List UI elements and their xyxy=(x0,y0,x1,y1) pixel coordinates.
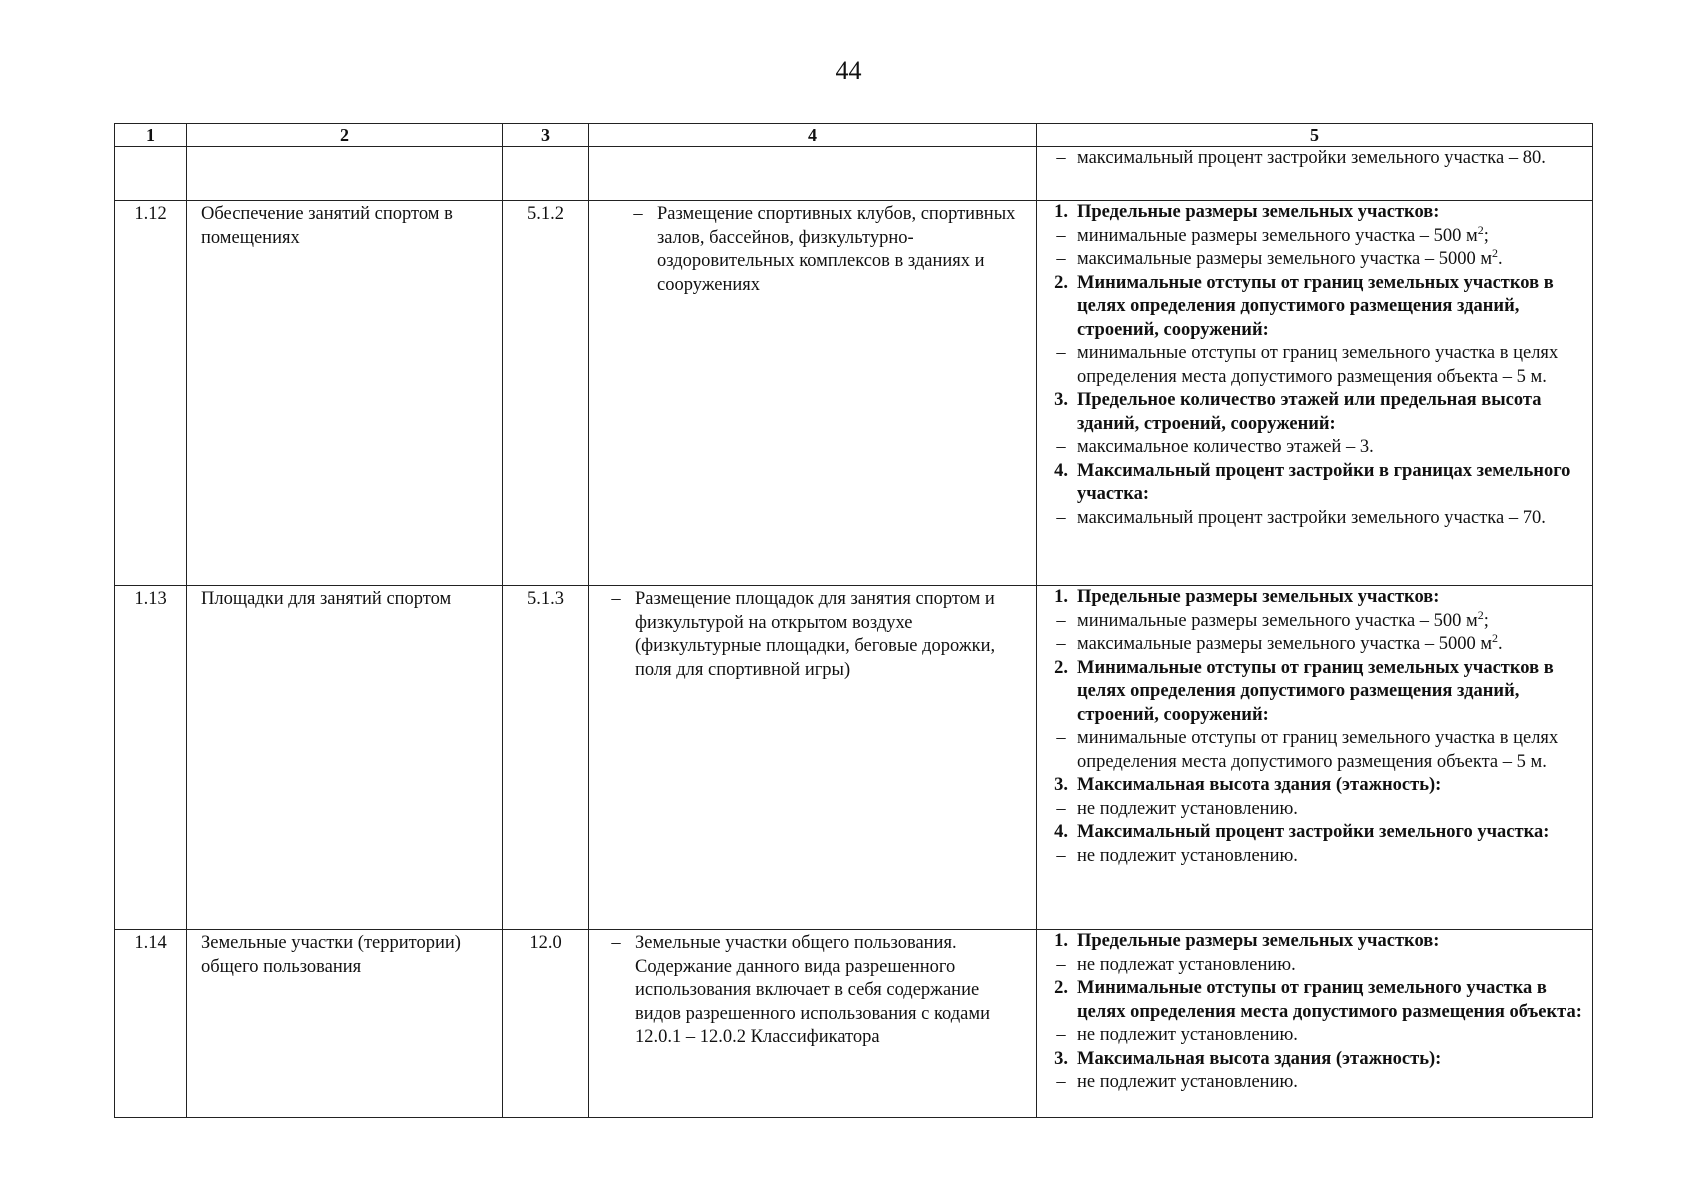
row-number: 1.12 xyxy=(115,201,187,586)
param-text: максимальный процент застройки земельного участка – 70. xyxy=(1077,507,1546,528)
row-description xyxy=(589,930,1037,1118)
param-line xyxy=(1045,954,1582,978)
list-marker: – xyxy=(1056,845,1066,866)
param-line xyxy=(1045,630,1582,657)
land-use-table xyxy=(114,123,1593,1118)
row-name: Земельные участки (территории) общего пользования xyxy=(187,930,503,1118)
param-text: не подлежит установлению. xyxy=(1077,1072,1298,1092)
row-code: 12.0 xyxy=(503,930,589,1118)
list-marker: 2. xyxy=(1054,657,1068,678)
list-marker: – xyxy=(1056,1025,1066,1045)
list-marker: – xyxy=(1056,343,1066,363)
param-text: Максимальная высота здания (этажность): xyxy=(1077,1048,1442,1069)
param-line xyxy=(1045,845,1582,869)
param-text: Минимальные отступы от границ земельных участков в целях определения допустимого размещения зданий, строений, сооружений: xyxy=(1077,657,1554,725)
list-marker: 3. xyxy=(1054,1048,1068,1069)
list-marker: 1. xyxy=(1054,202,1068,222)
header-row xyxy=(115,124,1593,147)
page-number: 44 xyxy=(835,56,862,85)
list-marker: – xyxy=(1056,225,1066,246)
param-line xyxy=(1045,1024,1582,1048)
description-text: Земельные участки общего пользования. Содержание данного вида разрешенного использования включает в себя содержание видов разрешенного использования с кодами 12.0.1 – 12.0.2 Классификатора xyxy=(635,933,991,1047)
list-marker: – xyxy=(611,933,621,953)
param-heading xyxy=(1045,201,1582,225)
param-line xyxy=(1045,222,1582,249)
param-line xyxy=(1045,245,1582,272)
table-row xyxy=(115,201,1593,586)
param-line xyxy=(1045,147,1582,171)
param-text: минимальные отступы от границ земельного участка в целях определения места допустимого размещения объекта – 5 м. xyxy=(1077,728,1559,772)
superscript: 2 xyxy=(1477,222,1484,237)
param-text: минимальные отступы от границ земельного участка в целях определения места допустимого размещения объекта – 5 м. xyxy=(1077,343,1559,387)
list-marker: 2. xyxy=(1054,978,1068,998)
header-cell-3: 3 xyxy=(503,124,589,147)
row-code: 5.1.3 xyxy=(503,586,589,930)
header-cell-4: 4 xyxy=(589,124,1037,147)
param-line xyxy=(1045,436,1582,460)
param-line xyxy=(1045,507,1582,531)
param-text: не подлежит установлению. xyxy=(1077,1025,1298,1045)
param-text: минимальные размеры земельного участка – 500 $м^2$; xyxy=(1077,607,1489,631)
row-number: 1.14 xyxy=(115,930,187,1118)
list-marker: – xyxy=(1056,728,1066,748)
list-marker: – xyxy=(1056,148,1066,168)
description-text: Размещение спортивных клубов, спортивных залов, бассейнов, физкультурно-оздоровительных комплексов в зданиях и сооружениях xyxy=(657,204,1016,295)
list-marker: – xyxy=(1056,798,1066,819)
param-line xyxy=(1045,342,1582,389)
param-heading xyxy=(1045,389,1582,436)
param-text: не подлежат установлению. xyxy=(1077,954,1296,975)
params-cell xyxy=(1037,201,1593,586)
param-text: Предельное количество этажей или предельная высота зданий, строений, сооружений: xyxy=(1077,390,1542,434)
param-text: Предельные размеры земельных участков: xyxy=(1077,202,1440,222)
list-marker: – xyxy=(1056,1072,1066,1092)
table-row-continuation xyxy=(115,147,1593,201)
param-heading xyxy=(1045,460,1582,507)
param-line xyxy=(1045,727,1582,774)
list-marker: 1. xyxy=(1054,587,1068,607)
param-heading xyxy=(1045,586,1582,610)
list-marker: – xyxy=(1056,954,1066,975)
param-text: Максимальная высота здания (этажность): xyxy=(1077,775,1442,795)
param-text: не подлежит установлению. xyxy=(1077,798,1298,819)
list-marker: – xyxy=(1056,610,1066,631)
list-marker: – xyxy=(1056,249,1066,269)
param-text: максимальный процент застройки земельного участка – 80. xyxy=(1077,148,1546,168)
params-cell xyxy=(1037,586,1593,930)
list-marker: – xyxy=(611,589,621,609)
params-cell xyxy=(1037,930,1593,1118)
param-line xyxy=(1045,1071,1582,1095)
param-text: не подлежит установлению. xyxy=(1077,845,1298,866)
table-row xyxy=(115,930,1593,1118)
param-text: максимальное количество этажей – 3. xyxy=(1077,437,1374,457)
list-marker: – xyxy=(1056,437,1066,457)
row-description xyxy=(589,201,1037,586)
superscript: 2 xyxy=(1477,607,1484,622)
param-text: максимальные размеры земельного участка – 5000 $м^2$. xyxy=(1077,630,1503,654)
param-heading xyxy=(1045,657,1582,728)
param-heading xyxy=(1045,930,1582,954)
list-marker: 2. xyxy=(1054,272,1068,293)
param-text: Максимальный процент застройки в границах земельного участка: xyxy=(1077,460,1571,504)
list-marker: 3. xyxy=(1054,390,1068,410)
param-text: максимальные размеры земельного участка – 5000 $м^2$. xyxy=(1077,245,1503,269)
list-marker: 4. xyxy=(1054,822,1068,842)
param-heading xyxy=(1045,1048,1582,1072)
list-marker: 1. xyxy=(1054,931,1068,951)
header-cell-1: 1 xyxy=(115,124,187,147)
param-text: Минимальные отступы от границ земельных участков в целях определения допустимого размещения зданий, строений, сооружений: xyxy=(1077,272,1554,340)
row-number: 1.13 xyxy=(115,586,187,930)
param-heading xyxy=(1045,272,1582,343)
param-text: Максимальный процент застройки земельного участка: xyxy=(1077,822,1550,842)
list-marker: 3. xyxy=(1054,775,1068,795)
row-description xyxy=(589,586,1037,930)
param-text: Предельные размеры земельных участков: xyxy=(1077,931,1440,951)
list-marker: – xyxy=(633,204,643,224)
param-heading xyxy=(1045,821,1582,845)
param-heading xyxy=(1045,977,1582,1024)
superscript: 2 xyxy=(1492,630,1499,645)
table-row xyxy=(115,586,1593,930)
list-marker: – xyxy=(1056,507,1066,528)
header-cell-5: 5 xyxy=(1037,124,1593,147)
row-name: Обеспечение занятий спортом в помещениях xyxy=(187,201,503,586)
superscript: 2 xyxy=(1492,245,1499,260)
param-text: Предельные размеры земельных участков: xyxy=(1077,587,1440,607)
params-cell xyxy=(1037,147,1593,201)
row-name: Площадки для занятий спортом xyxy=(187,586,503,930)
list-marker: 4. xyxy=(1054,460,1068,481)
param-text: минимальные размеры земельного участка – 500 $м^2$; xyxy=(1077,222,1489,246)
param-heading xyxy=(1045,774,1582,798)
param-line xyxy=(1045,607,1582,634)
row-code: 5.1.2 xyxy=(503,201,589,586)
description-text: Размещение площадок для занятия спортом и физкультурой на открытом воздухе (физкультурные площадки, беговые дорожки, поля для спортивной игры) xyxy=(635,589,996,680)
param-line xyxy=(1045,798,1582,822)
header-cell-2: 2 xyxy=(187,124,503,147)
list-marker: – xyxy=(1056,634,1066,654)
param-text: Минимальные отступы от границ земельного участка в целях определения места допустимого размещения объекта: xyxy=(1077,978,1582,1022)
